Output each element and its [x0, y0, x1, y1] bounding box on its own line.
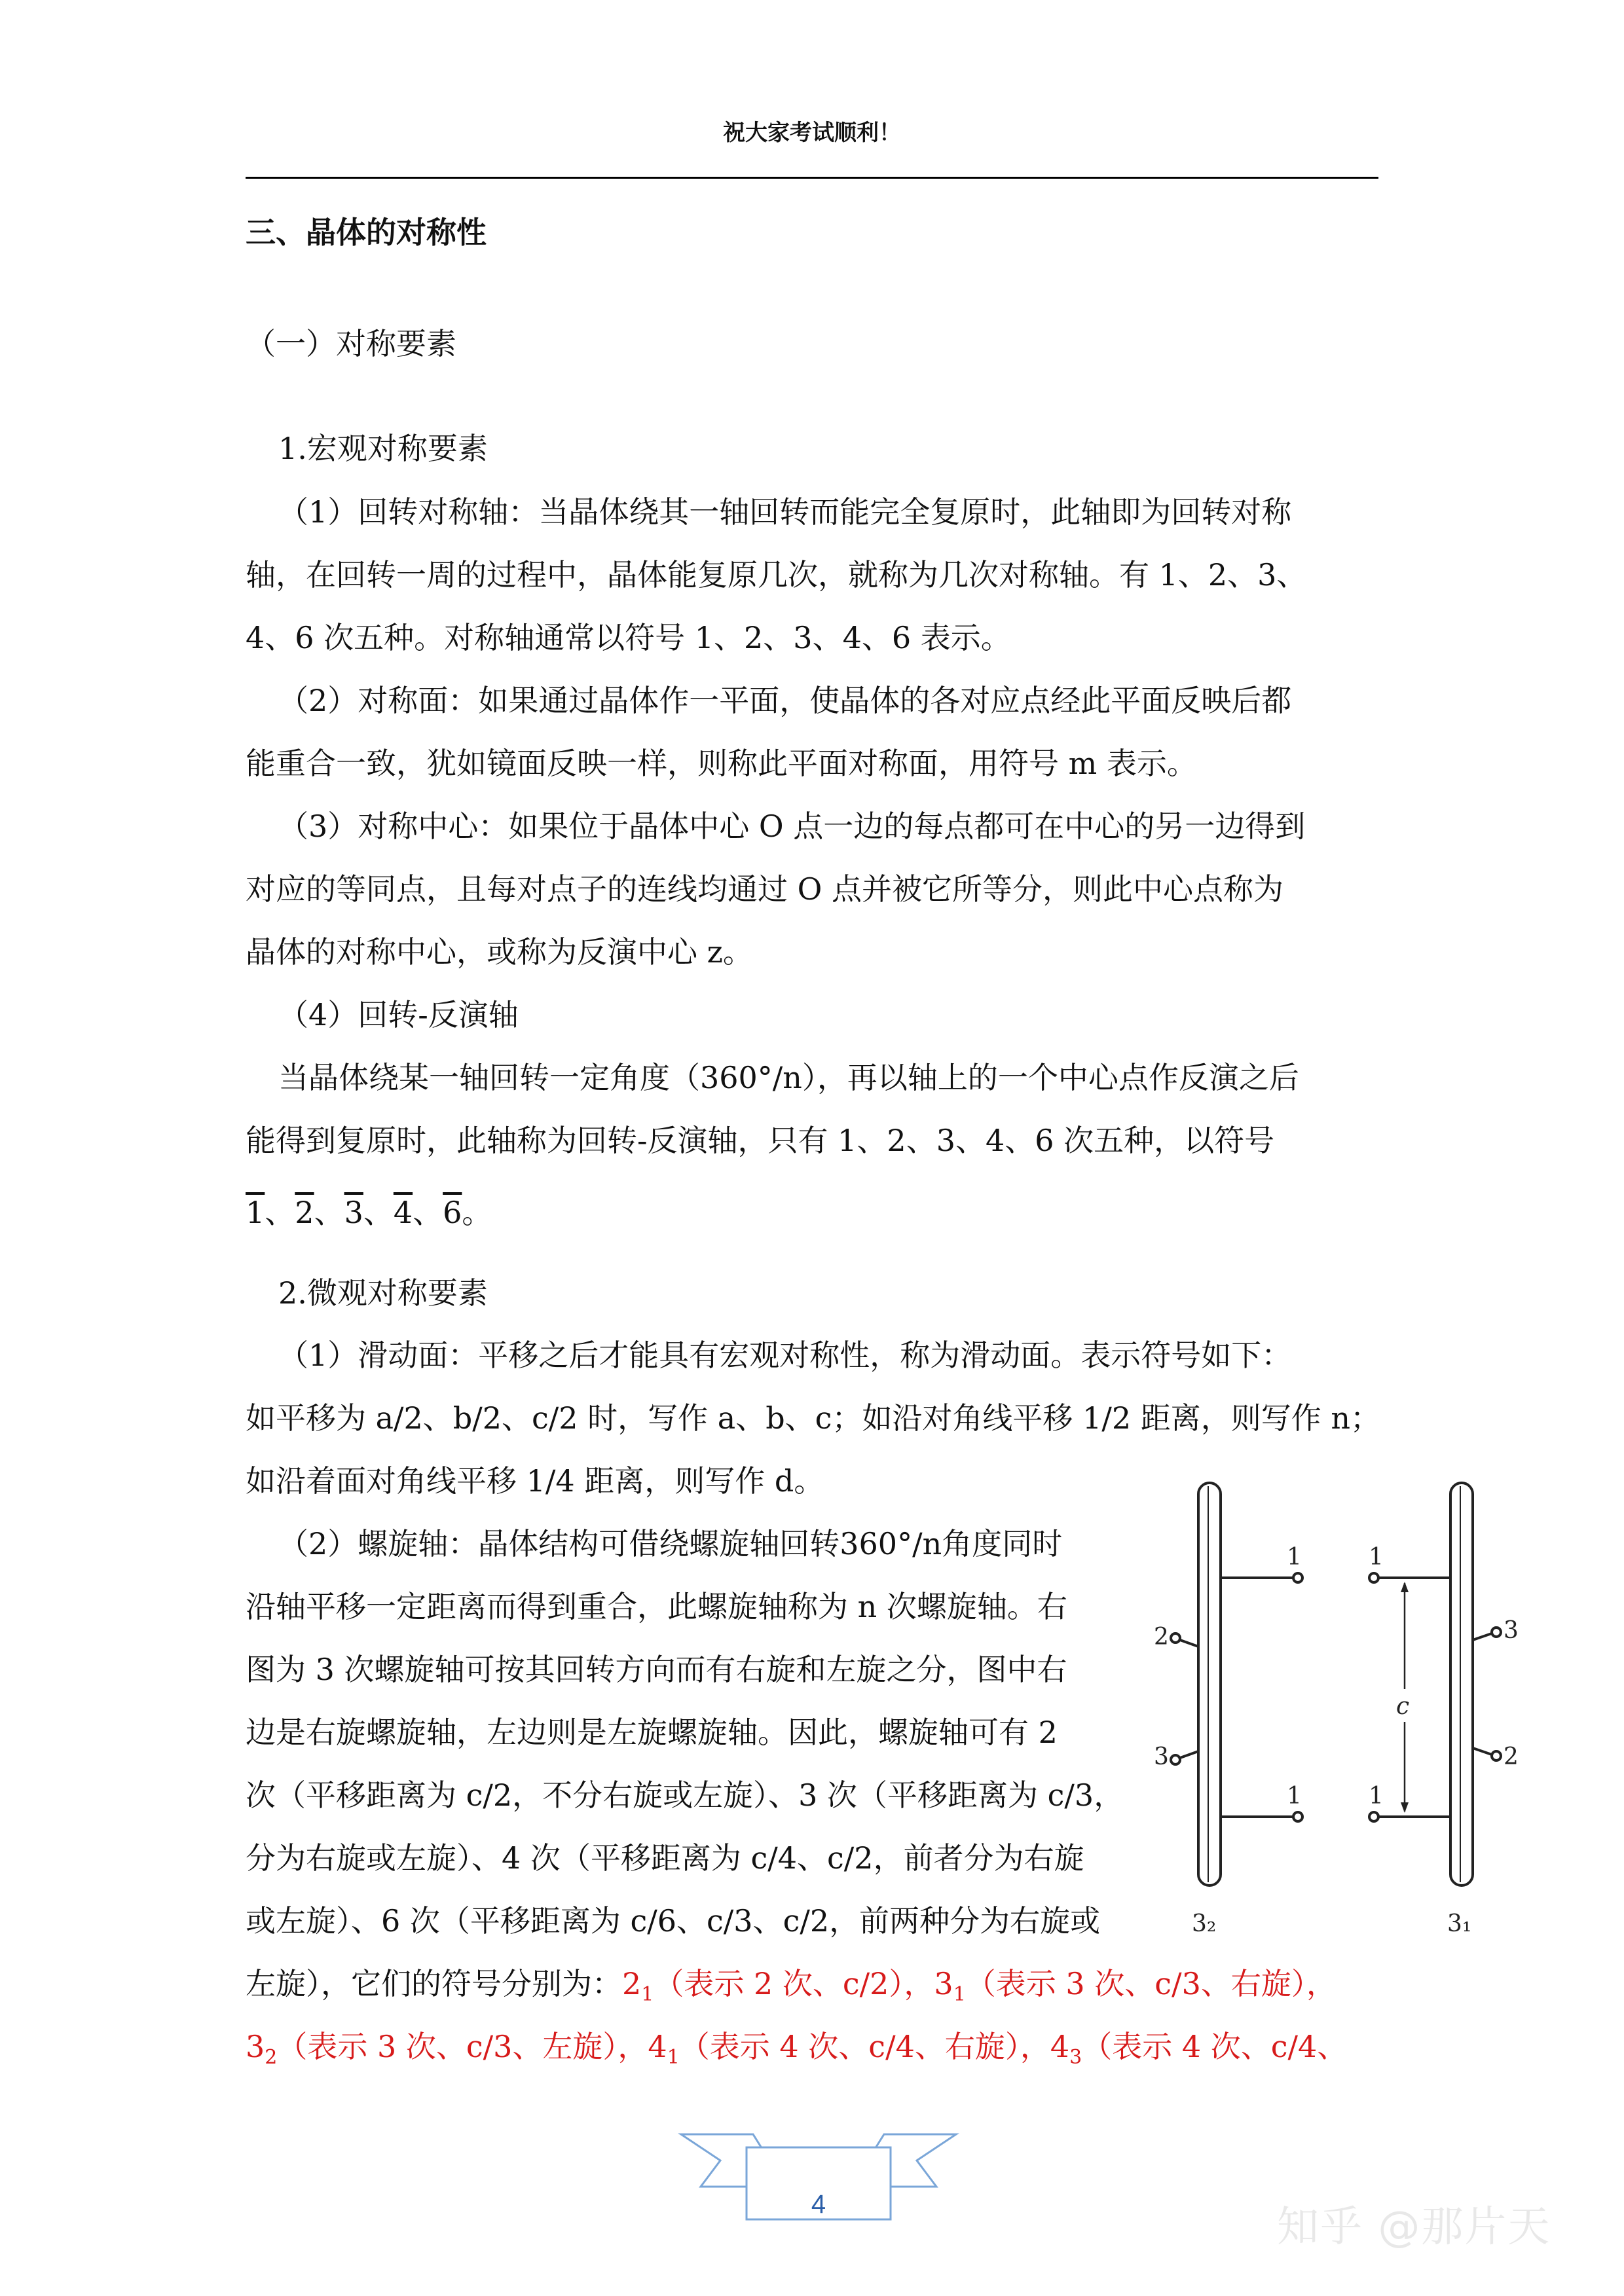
bar-symbol: 3 — [344, 1195, 363, 1230]
para-line: 如平移为 a/2、b/2、c/2 时，写作 a、b、c；如沿对角线平移 1/2 距离，则写作 n； — [246, 1400, 1380, 1436]
para-line: 沿轴平移一定距离而得到重合，此螺旋轴称为 n 次螺旋轴。右 — [246, 1589, 1067, 1624]
para-line: 如沿着面对角线平移 1/4 距离，则写作 d。 — [246, 1463, 824, 1499]
svg-text:1: 1 — [1287, 1544, 1302, 1571]
svg-text:3₂: 3₂ — [1192, 1910, 1217, 1937]
para-line: 晶体的对称中心，或称为反演中心 z。 — [246, 934, 753, 970]
para-line: 次（平移距离为 c/2，不分右旋或左旋）、3 次（平移距离为 c/3， — [246, 1777, 1124, 1813]
screw-axis-symbol: $3_1$（表示 3 次、c/3、右旋）， — [934, 1966, 1337, 2006]
para-line: 能得到复原时，此轴称为回转-反演轴，只有 1、2、3、4、6 次五种，以符号 — [246, 1123, 1275, 1158]
svg-text:1: 1 — [1369, 1783, 1384, 1810]
svg-text:2: 2 — [1154, 1624, 1169, 1650]
svg-text:3: 3 — [1154, 1743, 1169, 1770]
svg-text:3₁: 3₁ — [1447, 1910, 1472, 1937]
para-line: （2）对称面：如果通过晶体作一平面，使晶体的各对应点经此平面反映后都 — [278, 683, 1292, 718]
symbols-line-2 — [246, 2027, 1347, 2077]
svg-text:1: 1 — [1369, 1544, 1384, 1571]
svg-text:3: 3 — [1504, 1617, 1519, 1644]
subsection-title: （一）对称要素 — [246, 326, 456, 361]
para-line: 分为右旋或左旋）、4 次（平移距离为 c/4、c/2，前者分为右旋 — [246, 1840, 1084, 1876]
symbols-line-1: 左旋），它们的符号分别为：$2_1$（表示 2 次、c/2），$3_1$（表示 3 次、c/3、右旋）， — [246, 1966, 1337, 2006]
header-divider — [246, 177, 1378, 179]
para-line: 当晶体绕某一轴回转一定角度（360°/n），再以轴上的一个中心点作反演之后 — [278, 1060, 1299, 1095]
section-title: 三、晶体的对称性 — [246, 215, 487, 250]
page-number: 4 — [811, 2190, 826, 2219]
bar-symbol: 6 — [443, 1195, 462, 1230]
bar-symbol: 4 — [393, 1195, 413, 1230]
para-line: （1）滑动面：平移之后才能具有宏观对称性，称为滑动面。表示符号如下： — [278, 1338, 1292, 1373]
screw-axis-symbol: $4_3$（表示 4 次、c/4、 — [1050, 2029, 1348, 2069]
micro-heading: 2.微观对称要素 — [278, 1275, 488, 1311]
bar-symbol-line: 1、2、3、4、6。 — [246, 1195, 492, 1230]
svg-text:2: 2 — [1504, 1743, 1519, 1770]
para-line: 能重合一致，犹如镜面反映一样，则称此平面对称面，用符号 m 表示。 — [246, 746, 1197, 781]
para-line: 边是右旋螺旋轴，左边则是左旋螺旋轴。因此，螺旋轴可有 2 — [246, 1715, 1058, 1750]
para-line: （2）螺旋轴：晶体结构可借绕螺旋轴回转360°/n角度同时 — [278, 1526, 1063, 1561]
para-line: （3）对称中心：如果位于晶体中心 O 点一边的每点都可在中心的另一边得到 — [278, 809, 1306, 844]
bar-symbol: 1 — [246, 1195, 265, 1230]
page-header-title: 祝大家考试顺利！ — [723, 120, 901, 146]
screw-axis-diagram — [1139, 1473, 1545, 1964]
svg-text:1: 1 — [1287, 1783, 1302, 1810]
screw-axis-symbol: $4_1$（表示 4 次、c/4、右旋）， — [648, 2029, 1050, 2069]
para-line: 图为 3 次螺旋轴可按其回转方向而有右旋和左旋之分，图中右 — [246, 1652, 1067, 1687]
bar-symbol: 2 — [295, 1195, 314, 1230]
para-line: 轴，在回转一周的过程中，晶体能复原几次，就称为几次对称轴。有 1、2、3、 — [246, 557, 1307, 592]
macro-heading: 1.宏观对称要素 — [278, 431, 488, 466]
svg-text:c: c — [1396, 1693, 1410, 1720]
para-line: （4）回转-反演轴 — [278, 997, 519, 1032]
screw-axis-symbol: $2_1$（表示 2 次、c/2）， — [622, 1966, 934, 2006]
para-line: 或左旋）、6 次（平移距离为 c/6、c/3、c/2，前两种分为右旋或 — [246, 1903, 1101, 1939]
para-line: （1）回转对称轴：当晶体绕其一轴回转而能完全复原时，此轴即为回转对称 — [278, 494, 1292, 530]
screw-axis-symbol: $3_2$（表示 3 次、c/3、左旋）， — [246, 2029, 648, 2069]
watermark: 知乎 @那片天 — [1277, 2203, 1551, 2251]
para-line: 4、6 次五种。对称轴通常以符号 1、2、3、4、6 表示。 — [246, 620, 1011, 655]
para-line: 对应的等同点，且每对点子的连线均通过 O 点并被它所等分，则此中心点称为 — [246, 871, 1283, 907]
